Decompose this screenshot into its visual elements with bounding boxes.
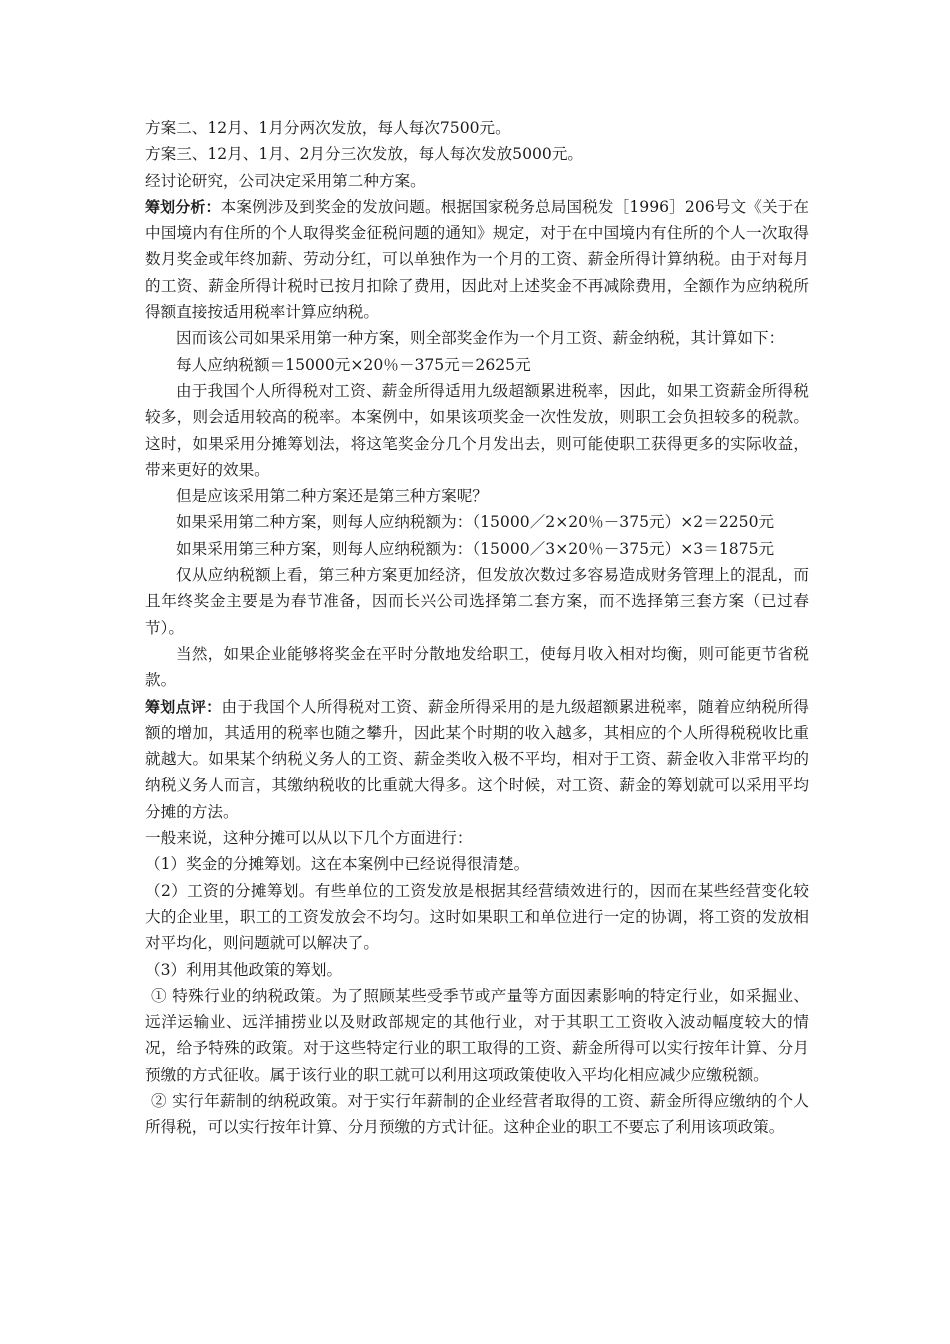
- paragraph-text: 如果采用第二种方案，则每人应纳税额为：（15000／2×20％－375元）×2＝2250元: [176, 513, 775, 532]
- list-item-3: [145, 957, 809, 983]
- paragraph-text: 但是应该采用第二种方案还是第三种方案呢？: [176, 487, 488, 506]
- paragraph-text: 每人应纳税额＝15000元×20％－375元＝2625元: [176, 355, 531, 374]
- paragraph-text: 方案二、12月、1月分两次发放，每人每次7500元。: [145, 119, 511, 137]
- paragraph-comparison: [145, 562, 809, 641]
- paragraph-plan-one-intro: [145, 325, 809, 351]
- paragraph-text: 如果采用第三种方案，则每人应纳税额为：（15000／3×20％－375元）×3＝1875元: [176, 539, 775, 558]
- paragraph-text: ① 特殊行业的纳税政策。为了照顾某些受季节或产量等方面因素影响的特定行业，如采掘业、远洋运输业、远洋捕捞业以及财政部规定的其他行业，对于其职工工资收入波动幅度较大的情况，给予特殊的政策。对于这些特定行业的职工取得的工资、薪金所得可以实行按年计算、分月预缴的方式征收。属于该行业的职工就可以利用这项政策使收入平均化相应减少应缴税额。: [145, 986, 809, 1084]
- paragraph-text: （3）利用其他政策的筹划。: [145, 960, 343, 979]
- paragraph-text: 因而该公司如果采用第一种方案，则全部奖金作为一个月工资、薪金纳税，其计算如下：: [176, 329, 785, 348]
- paragraph-formula-three: [145, 536, 809, 562]
- sub-item-1: [145, 983, 809, 1088]
- paragraph-text: （2）工资的分摊筹划。有些单位的工资发放是根据其经营绩效进行的，因而在某些经营变化较大的企业里，职工的工资发放会不均匀。这时如果职工和单位进行一定的协调，将工资的发放相对平均化，则问题就可以解决了。: [145, 881, 809, 953]
- list-item-2: [145, 878, 809, 957]
- paragraph-text: 当然，如果企业能够将奖金在平时分散地发给职工，使每月收入相对均衡，则可能更节省税款。: [145, 644, 809, 690]
- paragraph-decision: [145, 168, 809, 194]
- paragraph-formula-one: [145, 352, 809, 378]
- paragraph-methods-intro: [145, 825, 809, 851]
- paragraph-plan-three: [145, 141, 809, 167]
- paragraph-plan-two: [145, 115, 809, 141]
- paragraph-progressive-rate: [145, 378, 809, 483]
- paragraph-text: 本案例涉及到奖金的发放问题。根据国家税务总局国税发［1996］206号文《关于在中国境内有住所的个人取得奖金征税问题的通知》规定，对于在中国境内有住所的个人一次取得数月奖金或年终加薪、劳动分红，可以单独作为一个月的工资、薪金所得计算纳税。由于对每月的工资、薪金所得计税时已按月扣除了费用，因此对上述奖金不再减除费用，全额作为应纳税所得额直接按适用税率计算应纳税。: [145, 197, 809, 322]
- paragraph-text: 由于我国个人所得税对工资、薪金所得适用九级超额累进税率，因此，如果工资薪金所得税较多，则会适用较高的税率。本案例中，如果该项奖金一次性发放，则职工会负担较多的税款。这时，如果采用分摊筹划法，将这笔奖金分几个月发出去，则可能使职工获得更多的实际收益，带来更好的效果。: [145, 381, 809, 479]
- paragraph-text: 一般来说，这种分摊可以从以下几个方面进行：: [145, 829, 473, 848]
- list-item-1: [145, 851, 809, 877]
- paragraph-formula-two: [145, 509, 809, 535]
- paragraph-text: 方案三、12月、1月、2月分三次发放，每人每次发放5000元。: [145, 145, 584, 164]
- paragraph-text: ② 实行年薪制的纳税政策。对于实行年薪制的企业经营者取得的工资、薪金所得应缴纳的个人所得税，可以实行按年计算、分月预缴的方式计征。这种企业的职工不要忘了利用该项政策。: [145, 1091, 809, 1137]
- section-label-comment: 筹划点评：: [145, 697, 222, 716]
- paragraph-text: 由于我国个人所得税对工资、薪金所得采用的是九级超额累进税率，随着应纳税所得额的增加，其适用的税率也随之攀升，因此某个时期的收入越多，其相应的个人所得税税收比重就越大。如果某个纳税义务人的工资、薪金类收入极不平均，相对于工资、薪金收入非常平均的纳税义务人而言，其缴纳税收的比重就大得多。这个时候，对工资、薪金的筹划就可以采用平均分摊的方法。: [145, 697, 809, 821]
- paragraph-text: （1）奖金的分摊筹划。这在本案例中已经说得很清楚。: [145, 855, 530, 874]
- paragraph-suggestion: [145, 641, 809, 694]
- paragraph-text: 经讨论研究，公司决定采用第二种方案。: [145, 171, 426, 190]
- paragraph-question: [145, 483, 809, 509]
- document-body: [145, 115, 809, 1141]
- paragraph-analysis: [145, 194, 809, 325]
- paragraph-text: 仅从应纳税额上看，第三种方案更加经济，但发放次数过多容易造成财务管理上的混乱，而且年终奖金主要是为春节准备，因而长兴公司选择第二套方案，而不选择第三套方案（已过春节）。: [145, 566, 809, 637]
- paragraph-comment: [145, 694, 809, 825]
- section-label-analysis: 筹划分析：: [145, 197, 221, 216]
- sub-item-2: [145, 1088, 809, 1141]
